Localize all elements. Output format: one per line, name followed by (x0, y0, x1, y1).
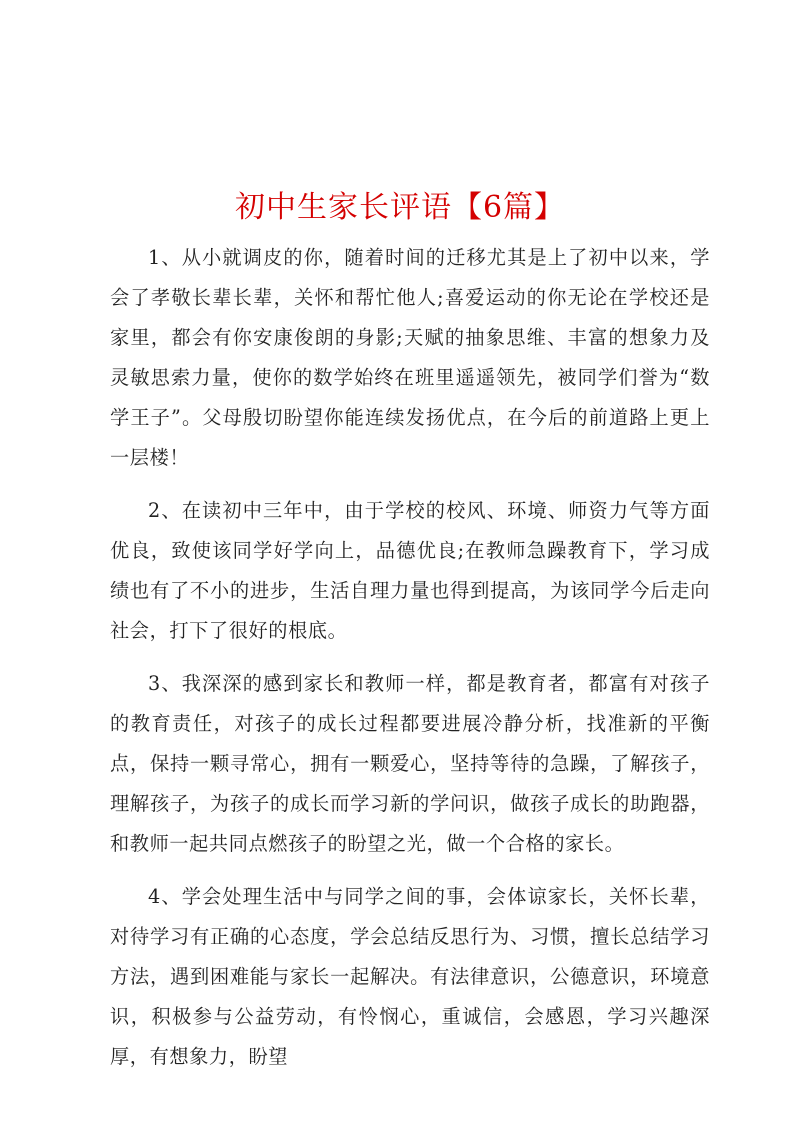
document-title: 初中生家长评语【6篇】 (234, 190, 566, 226)
paragraph-3: 3、我深深的感到家长和教师一样，都是教育者，都富有对孩子的教育责任，对孩子的成长过程都要进展冷静分析，找准新的平衡点，保持一颗寻常心，拥有一颗爱心，坚持等待的急躁，了解孩子，理解孩子，为孩子的成长而学习新的学问识，做孩子成长的助跑器，和教师一起共同点燃孩子的盼望之光，做一个合格的家长。 (110, 672, 710, 855)
document-body (110, 238, 710, 1090)
paragraph-1: 1、从小就调皮的你，随着时间的迁移尤其是上了初中以来，学会了孝敬长辈长辈，关怀和帮忙他人;喜爱运动的你无论在学校还是家里，都会有你安康俊朗的身影;天赋的抽象思维、丰富的想象力及灵敏思索力量，使你的数学始终在班里遥遥领先，被同学们誉为“数学王子”。父母殷切盼望你能连续发扬优点，在今后的前道路上更上一层楼！ (110, 246, 710, 469)
paragraph-2: 2、在读初中三年中，由于学校的校风、环境、师资力气等方面优良，致使该同学好学向上，品德优良;在教师急躁教育下，学习成绩也有了不小的进步，生活自理力量也得到提高，为该同学今后走向社会，打下了很好的根底。 (110, 499, 710, 642)
paragraph-4: 4、学会处理生活中与同学之间的事，会体谅家长，关怀长辈，对待学习有正确的心态度，学会总结反思行为、习惯，擅长总结学习方法，遇到困难能与家长一起解决。有法律意识，公德意识，环境意识，积极参与公益劳动，有怜悯心，重诚信，会感恩，学习兴趣深厚，有想象力，盼望 (110, 885, 710, 1068)
